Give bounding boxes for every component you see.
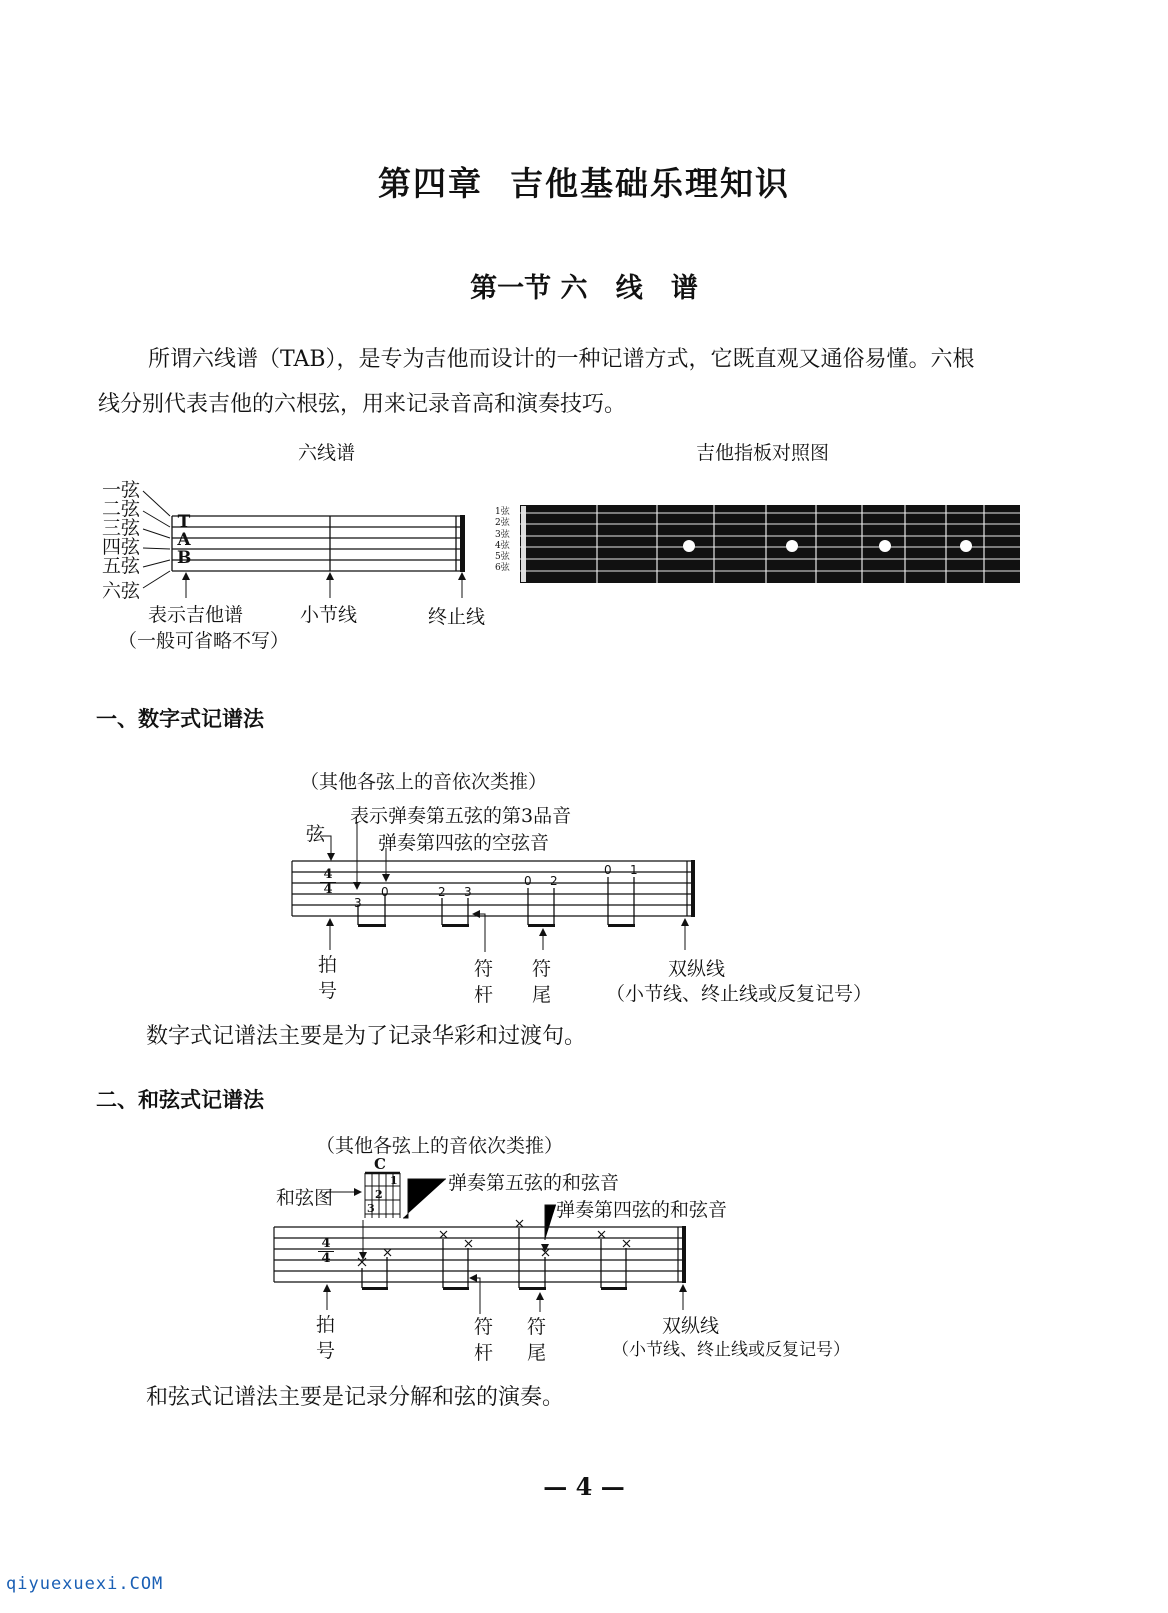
fret-string-label: 1弦 xyxy=(495,507,510,517)
fret-number: 0 xyxy=(381,885,389,899)
section2-label-fifth: 弹奏第五弦的和弦音 xyxy=(448,1172,620,1194)
fretboard-caption: 吉他指板对照图 xyxy=(696,442,830,464)
chord-name: C xyxy=(374,1155,386,1173)
fret-string-label: 2弦 xyxy=(495,518,510,529)
fret-number: 3 xyxy=(354,896,362,910)
time-sig-top: 4 xyxy=(321,1236,331,1251)
fret-string-label: 3弦 xyxy=(495,529,510,540)
tab-label-clef-note: （一般可省略不写） xyxy=(118,630,290,652)
section2-label-tail: 符 尾 xyxy=(527,1316,547,1364)
section2-label-beat: 拍 号 xyxy=(316,1314,336,1362)
finger-number: 2 xyxy=(375,1188,383,1201)
section1-label-string: 弦 xyxy=(306,823,326,845)
fret-number: 3 xyxy=(464,885,472,899)
fret-string-label: 6弦 xyxy=(495,563,510,574)
fretboard-string-labels xyxy=(495,507,510,575)
fret-marker-7 xyxy=(879,540,891,552)
section1-summary: 数字式记谱法主要是为了记录华彩和过渡句。 xyxy=(146,1024,587,1049)
section2-label-double: 双纵线 xyxy=(662,1315,720,1337)
section1-label-fifth: 表示弹奏第五弦的第3品音 xyxy=(350,805,572,827)
fret-number: 0 xyxy=(524,874,532,888)
section2-time-signature xyxy=(318,1237,334,1266)
fret-number: 2 xyxy=(550,874,558,888)
section2-label-fourth: 弹奏第四弦的和弦音 xyxy=(556,1199,728,1221)
section2-note-top: （其他各弦上的音依次类推） xyxy=(316,1135,564,1157)
tab-label-bar: 小节线 xyxy=(300,604,358,626)
time-sig-top: 4 xyxy=(323,867,333,882)
fret-string-label: 5弦 xyxy=(495,552,510,563)
page-number: — 4 — xyxy=(543,1472,625,1501)
string-label: 三弦 xyxy=(102,517,141,539)
fret-marker-9 xyxy=(960,540,972,552)
section1-label-double: 双纵线 xyxy=(668,958,726,980)
section1-label-beat: 拍 号 xyxy=(318,954,338,1002)
clef-letter-a: A xyxy=(177,530,191,550)
tab-label-clef: 表示吉他谱 xyxy=(148,604,244,626)
watermark-logo: qiyuexuexi.COM xyxy=(6,1574,164,1594)
fret-number: 2 xyxy=(438,885,446,899)
fret-number: 0 xyxy=(604,863,612,877)
section1-label-stem: 符 杆 xyxy=(474,958,494,1006)
intro-line-2: 线分别代表吉他的六根弦，用来记录音高和演奏技巧。 xyxy=(98,392,627,417)
section2-label-stem: 符 杆 xyxy=(474,1316,494,1364)
string-label: 四弦 xyxy=(102,536,141,558)
time-sig-bottom: 4 xyxy=(320,882,336,897)
section1-heading: 一、数字式记谱法 xyxy=(96,707,264,731)
fret-marker-5 xyxy=(786,540,798,552)
intro-line-1: 所谓六线谱（TAB），是专为吉他而设计的一种记谱方式，它既直观又通俗易懂。六根 xyxy=(148,347,975,372)
tab-string-labels xyxy=(102,481,140,601)
section2-label-chord-chart: 和弦图 xyxy=(276,1187,334,1209)
string-label: 一弦 xyxy=(102,479,141,501)
section1-label-double-note: （小节线、终止线或反复记号） xyxy=(606,983,873,1005)
section1-time-signature xyxy=(320,868,336,897)
section2-label-double-note: （小节线、终止线或反复记号） xyxy=(612,1340,850,1360)
clef-letter-b: B xyxy=(177,548,192,568)
tab-label-end: 终止线 xyxy=(428,606,486,628)
tab-clef xyxy=(177,513,191,567)
chapter-title: 第四章 吉他基础乐理知识 xyxy=(378,164,790,203)
fret-number: 1 xyxy=(630,863,638,877)
fret-marker-3 xyxy=(683,540,695,552)
section2-heading: 二、和弦式记谱法 xyxy=(96,1088,264,1112)
fret-string-label: 4弦 xyxy=(495,540,510,551)
section2-summary: 和弦式记谱法主要是记录分解和弦的演奏。 xyxy=(146,1385,565,1410)
section-title: 第一节 六 线 谱 xyxy=(470,273,698,304)
section1-label-fourth: 弹奏第四弦的空弦音 xyxy=(378,832,550,854)
string-label: 二弦 xyxy=(102,498,141,520)
time-sig-bottom: 4 xyxy=(318,1251,334,1266)
section1-note-top: （其他各弦上的音依次类推） xyxy=(300,771,548,793)
finger-number: 1 xyxy=(390,1174,398,1187)
string-label: 六弦 xyxy=(102,580,141,602)
string-label: 五弦 xyxy=(102,555,141,577)
clef-letter-t: T xyxy=(177,512,191,532)
finger-number: 3 xyxy=(367,1202,375,1215)
section1-label-tail: 符 尾 xyxy=(532,958,552,1006)
tab-caption: 六线谱 xyxy=(298,442,356,464)
